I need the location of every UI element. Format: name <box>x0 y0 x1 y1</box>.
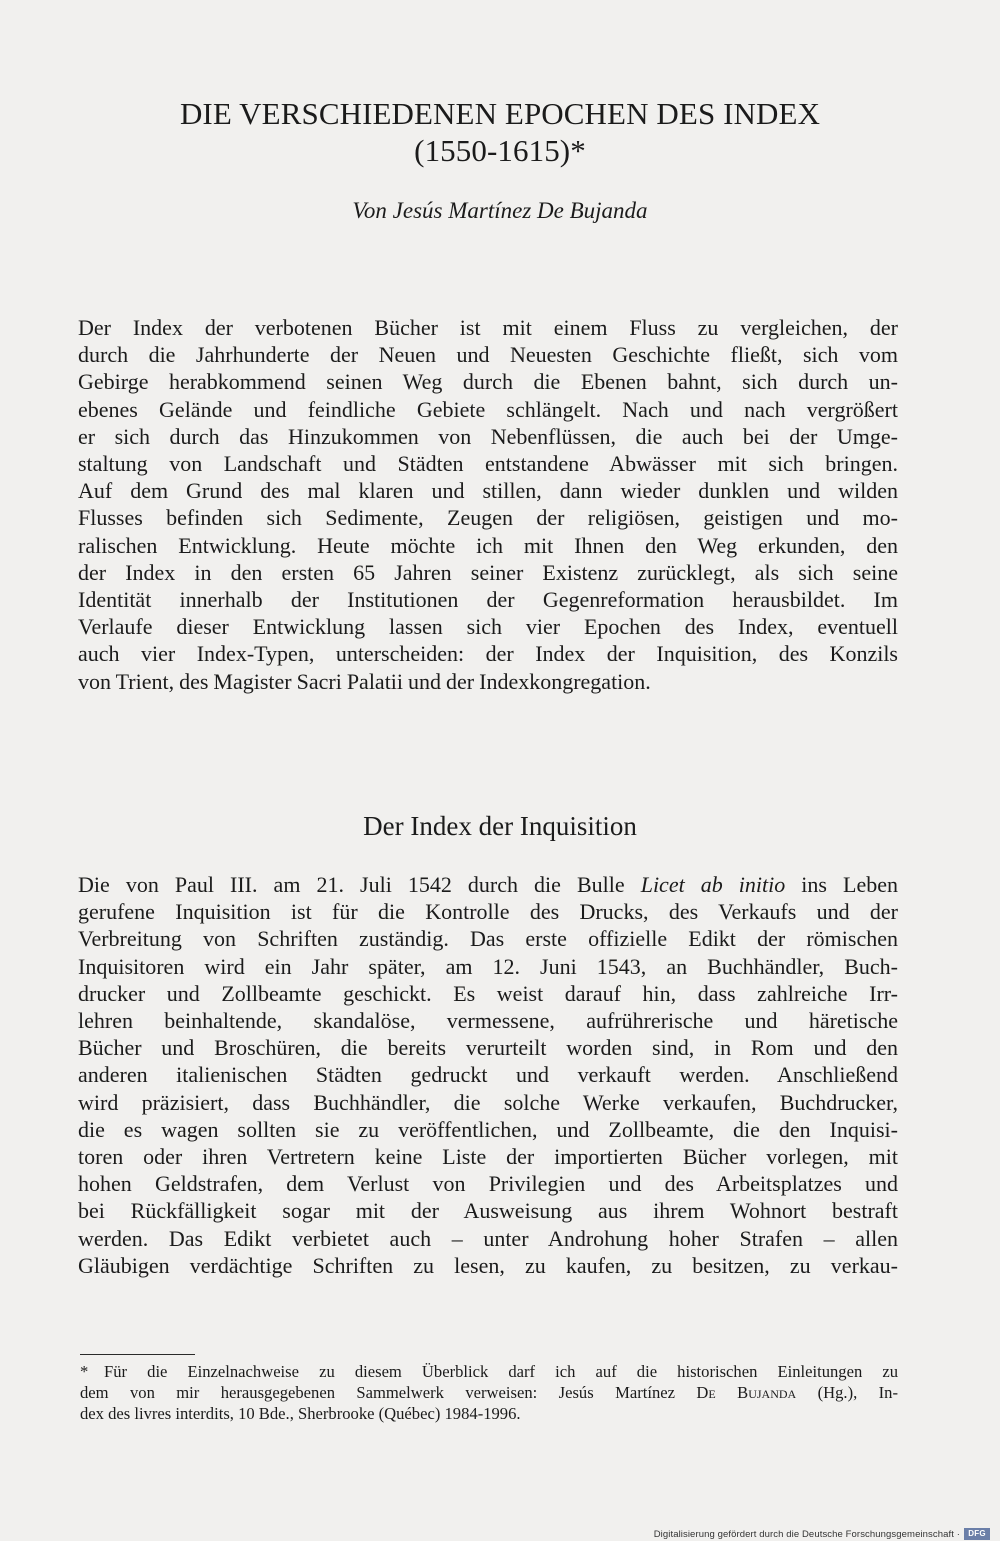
text-line: durch die Jahrhunderte der Neuen und Neuesten Geschichte fließt, sich vom <box>78 342 898 368</box>
text-line <box>78 871 898 898</box>
text-line: Auf dem Grund des mal klaren und stillen, dann wieder dunklen und wilden <box>78 478 898 504</box>
text-line: ebenes Gelände und feindliche Gebiete schlängelt. Nach und nach vergrößert <box>78 396 898 422</box>
footnote-line: Für die Einzelnachweise zu diesem Überblick darf ich auf die historischen Einleitungen zu <box>104 1362 898 1381</box>
text-line: er sich durch das Hinzukommen von Nebenflüssen, die auch bei der Umge- <box>78 423 898 449</box>
chapter-title-line-1: DIE VERSCHIEDENEN EPOCHEN DES INDEX <box>179 96 821 131</box>
footnote-marker: * <box>80 1362 89 1381</box>
footnote-divider <box>80 1354 195 1355</box>
author-surname-smallcaps: De Bujanda <box>696 1383 797 1402</box>
chapter-title <box>60 95 940 169</box>
text-line: hohen Geldstrafen, dem Verlust von Privilegien und des Arbeitsplatzes und <box>78 1171 898 1197</box>
text-line: anderen italienischen Städten gedruckt und verkauft werden. Anschließend <box>78 1062 898 1088</box>
text-line: werden. Das Edikt verbietet auch – unter Androhung hoher Strafen – allen <box>78 1225 898 1251</box>
text-line: staltung von Landschaft und Städten entstandene Abwässer mit sich bringen. <box>78 451 898 477</box>
text-line: Identität innerhalb der Institutionen der Gegenreformation herausbildet. Im <box>78 587 898 613</box>
digitization-credit: Digitalisierung gefördert durch die Deutsche Forschungsgemeinschaft · <box>653 1529 960 1540</box>
italic-title: Licet ab initio <box>640 872 786 897</box>
text-line: Bücher und Broschüren, die bereits verurteilt worden sind, in Rom und den <box>78 1035 898 1061</box>
text-line: Inquisitoren wird ein Jahr später, am 12. Juni 1543, an Buchhändler, Buch- <box>78 953 898 979</box>
text-fragment: dem von mir herausgegebenen Sammelwerk verweisen: Jesús Martínez <box>80 1383 697 1402</box>
text-line: der Index in den ersten 65 Jahren seiner Existenz zurücklegt, als sich seine <box>78 559 898 585</box>
text-line: die es wagen sollten sie zu veröffentlichen, und Zollbeamte, die den Inquisi- <box>78 1116 898 1142</box>
text-line: bei Rückfälligkeit sogar mit der Ausweisung aus ihrem Wohnort bestraft <box>78 1198 898 1224</box>
text-line: Verbreitung von Schriften zuständig. Das erste offizielle Edikt der römischen <box>78 926 898 952</box>
author-line: Von Jesús Martínez De Bujanda <box>352 198 648 223</box>
footnote-line: dex des livres interdits, 10 Bde., Sherbrooke (Québec) 1984-1996. <box>80 1404 521 1423</box>
text-line: Der Index der verbotenen Bücher ist mit einem Fluss zu vergleichen, der <box>78 315 898 340</box>
footnote-body <box>80 1361 899 1424</box>
text-line: Gläubigen verdächtige Schriften zu lesen, zu kaufen, zu besitzen, zu verkau- <box>78 1252 898 1278</box>
text-line: Flusses befinden sich Sedimente, Zeugen der religiösen, geistigen und mo- <box>78 505 898 531</box>
section-paragraph <box>78 871 898 1279</box>
footnote <box>80 1361 898 1424</box>
text-line: von Trient, des Magister Sacri Palatii und der Indexkongregation. <box>78 668 651 694</box>
intro-paragraph <box>78 314 898 695</box>
text-fragment: (Hg.), In- <box>796 1383 899 1402</box>
text-fragment: Die von Paul III. am 21. Juli 1542 durch die Bulle <box>78 872 641 897</box>
chapter-title-line-2: (1550-1615)* <box>414 133 586 168</box>
dfg-logo-icon: DFG <box>964 1528 990 1540</box>
text-line: wird präzisiert, dass Buchhändler, die solche Werke verkaufen, Buchdrucker, <box>78 1089 898 1115</box>
text-line: gerufene Inquisition ist für die Kontrolle des Drucks, des Verkaufs und der <box>78 899 898 925</box>
text-line: toren oder ihren Vertretern keine Liste der importierten Bücher vorlegen, mit <box>78 1144 898 1170</box>
text-line: Verlaufe dieser Entwicklung lassen sich vier Epochen des Index, eventuell <box>78 614 898 640</box>
text-line: drucker und Zollbeamte geschickt. Es weist darauf hin, dass zahlreiche Irr- <box>78 980 898 1006</box>
section-heading: Der Index der Inquisition <box>363 811 637 841</box>
footnote-line <box>80 1382 898 1403</box>
text-line: Gebirge herabkommend seinen Weg durch die Ebenen bahnt, sich durch un- <box>78 369 898 395</box>
text-line: lehren beinhaltende, skandalöse, vermessene, aufrührerische und häretische <box>78 1008 898 1034</box>
text-line: auch vier Index-Typen, unterscheiden: der Index der Inquisition, des Konzils <box>78 641 898 667</box>
text-line: ralischen Entwicklung. Heute möchte ich mit Ihnen den Weg erkunden, den <box>78 532 898 558</box>
text-fragment: ins Leben <box>785 872 898 897</box>
